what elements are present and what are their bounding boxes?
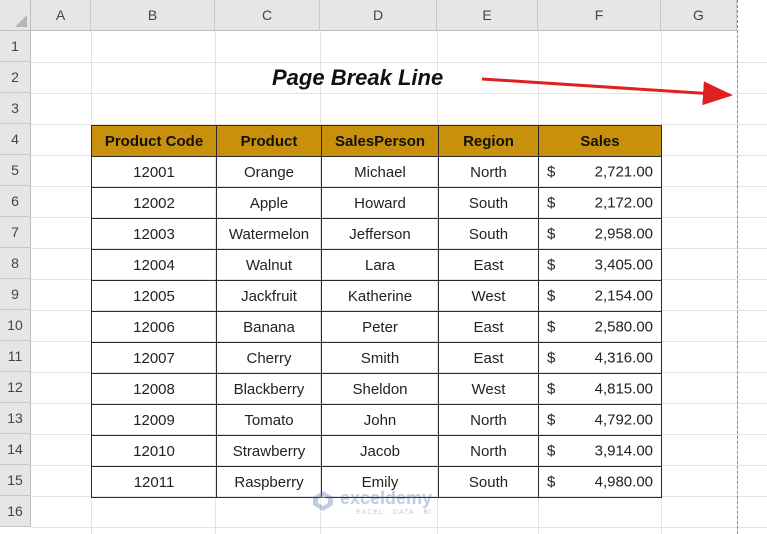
- cell-product-code[interactable]: 12009: [92, 405, 217, 436]
- currency-symbol: $: [547, 163, 556, 181]
- exceldemy-logo-icon: [312, 490, 334, 512]
- table-row: [92, 405, 662, 436]
- header-product-code[interactable]: Product Code: [92, 126, 217, 157]
- sales-amount: 4,980.00: [594, 473, 653, 491]
- currency-symbol: $: [547, 194, 556, 212]
- cell-sales[interactable]: [539, 405, 662, 436]
- currency-symbol: $: [547, 318, 556, 336]
- cell-region[interactable]: West: [439, 281, 539, 312]
- sales-amount: 4,792.00: [594, 411, 653, 429]
- row-header-13[interactable]: 13: [0, 403, 31, 434]
- cell-product[interactable]: Watermelon: [217, 219, 322, 250]
- cell-product-code[interactable]: 12011: [92, 467, 217, 498]
- cell-sales[interactable]: [539, 312, 662, 343]
- cell-region[interactable]: East: [439, 312, 539, 343]
- row-header-14[interactable]: 14: [0, 434, 31, 465]
- sales-amount: 2,580.00: [594, 318, 653, 336]
- currency-symbol: $: [547, 225, 556, 243]
- watermark-name: exceldemy: [340, 488, 433, 508]
- cell-product-code[interactable]: 12005: [92, 281, 217, 312]
- cell-region[interactable]: South: [439, 188, 539, 219]
- cell-product-code[interactable]: 12010: [92, 436, 217, 467]
- header-sales[interactable]: Sales: [539, 126, 662, 157]
- cell-region[interactable]: North: [439, 157, 539, 188]
- cell-sales[interactable]: [539, 250, 662, 281]
- cell-salesperson[interactable]: Katherine: [322, 281, 439, 312]
- row-header-8[interactable]: 8: [0, 248, 31, 279]
- cell-salesperson[interactable]: Jacob: [322, 436, 439, 467]
- cell-salesperson[interactable]: Smith: [322, 343, 439, 374]
- table-row: [92, 188, 662, 219]
- sales-amount: 2,172.00: [594, 194, 653, 212]
- cell-product[interactable]: Cherry: [217, 343, 322, 374]
- cell-product[interactable]: Strawberry: [217, 436, 322, 467]
- sales-amount: 2,154.00: [594, 287, 653, 305]
- cell-product[interactable]: Banana: [217, 312, 322, 343]
- cell-product[interactable]: Tomato: [217, 405, 322, 436]
- cell-product-code[interactable]: 12001: [92, 157, 217, 188]
- page-break-annotation: Page Break Line: [272, 64, 444, 90]
- column-header-b[interactable]: B: [91, 0, 215, 31]
- table-row: [92, 281, 662, 312]
- cell-salesperson[interactable]: Emily: [322, 467, 439, 498]
- table-row: [92, 157, 662, 188]
- row-header-6[interactable]: 6: [0, 186, 31, 217]
- cell-sales[interactable]: [539, 343, 662, 374]
- sales-amount: 2,958.00: [594, 225, 653, 243]
- sales-amount: 2,721.00: [594, 163, 653, 181]
- row-header-4[interactable]: 4: [0, 124, 31, 155]
- cell-product[interactable]: Raspberry: [217, 467, 322, 498]
- cell-product[interactable]: Orange: [217, 157, 322, 188]
- row-header-5[interactable]: 5: [0, 155, 31, 186]
- cell-sales[interactable]: [539, 281, 662, 312]
- header-product[interactable]: Product: [217, 126, 322, 157]
- cell-salesperson[interactable]: Howard: [322, 188, 439, 219]
- cell-region[interactable]: South: [439, 219, 539, 250]
- cell-region[interactable]: South: [439, 467, 539, 498]
- column-header-c[interactable]: C: [215, 0, 320, 31]
- row-header-11[interactable]: 11: [0, 341, 31, 372]
- table-row: [92, 250, 662, 281]
- cell-sales[interactable]: [539, 188, 662, 219]
- currency-symbol: $: [547, 349, 556, 367]
- select-all-triangle-icon: [15, 15, 27, 27]
- cell-region[interactable]: West: [439, 374, 539, 405]
- currency-symbol: $: [547, 380, 556, 398]
- cell-product[interactable]: Blackberry: [217, 374, 322, 405]
- cell-product[interactable]: Walnut: [217, 250, 322, 281]
- cell-salesperson[interactable]: John: [322, 405, 439, 436]
- watermark-tagline: EXCEL · DATA · BI: [356, 509, 432, 516]
- row-header-2[interactable]: 2: [0, 62, 31, 93]
- page-break-line: [737, 0, 738, 534]
- cell-salesperson[interactable]: Peter: [322, 312, 439, 343]
- currency-symbol: $: [547, 473, 556, 491]
- column-header-d[interactable]: D: [320, 0, 437, 31]
- cell-product[interactable]: Jackfruit: [217, 281, 322, 312]
- cell-product[interactable]: Apple: [217, 188, 322, 219]
- table-row: [92, 343, 662, 374]
- header-region[interactable]: Region: [439, 126, 539, 157]
- row-header-15[interactable]: 15: [0, 465, 31, 496]
- sales-amount: 4,316.00: [594, 349, 653, 367]
- column-header-a[interactable]: A: [31, 0, 91, 31]
- column-header-g[interactable]: G: [661, 0, 737, 31]
- cell-salesperson[interactable]: Sheldon: [322, 374, 439, 405]
- sales-amount: 3,914.00: [594, 442, 653, 460]
- cell-sales[interactable]: [539, 157, 662, 188]
- sales-table: [91, 125, 662, 498]
- cell-region[interactable]: North: [439, 405, 539, 436]
- table-row: [92, 374, 662, 405]
- row-header-10[interactable]: 10: [0, 310, 31, 341]
- select-all-corner[interactable]: [0, 0, 31, 31]
- column-header-f[interactable]: F: [538, 0, 661, 31]
- currency-symbol: $: [547, 256, 556, 274]
- cell-region[interactable]: East: [439, 343, 539, 374]
- row-header-9[interactable]: 9: [0, 279, 31, 310]
- cell-salesperson[interactable]: Lara: [322, 250, 439, 281]
- sales-amount: 4,815.00: [594, 380, 653, 398]
- cell-sales[interactable]: [539, 374, 662, 405]
- cell-sales[interactable]: [539, 436, 662, 467]
- cell-product-code[interactable]: 12008: [92, 374, 217, 405]
- currency-symbol: $: [547, 411, 556, 429]
- cell-sales[interactable]: [539, 467, 662, 498]
- row-header-1[interactable]: 1: [0, 31, 31, 62]
- currency-symbol: $: [547, 442, 556, 460]
- cell-salesperson[interactable]: Michael: [322, 157, 439, 188]
- currency-symbol: $: [547, 287, 556, 305]
- column-header-e[interactable]: E: [437, 0, 538, 31]
- header-salesperson[interactable]: SalesPerson: [322, 126, 439, 157]
- row-header-16[interactable]: 16: [0, 496, 31, 527]
- row-header-7[interactable]: 7: [0, 217, 31, 248]
- cell-product-code[interactable]: 12003: [92, 219, 217, 250]
- cell-salesperson[interactable]: Jefferson: [322, 219, 439, 250]
- cell-product-code[interactable]: 12002: [92, 188, 217, 219]
- exceldemy-watermark: [312, 486, 462, 520]
- sales-amount: 3,405.00: [594, 256, 653, 274]
- gridline-horizontal: [31, 527, 767, 528]
- table-header-row: [92, 126, 662, 157]
- cell-product-code[interactable]: 12004: [92, 250, 217, 281]
- cell-sales[interactable]: [539, 219, 662, 250]
- gridline-horizontal: [31, 93, 767, 94]
- cell-product-code[interactable]: 12007: [92, 343, 217, 374]
- table-row: [92, 312, 662, 343]
- row-header-3[interactable]: 3: [0, 93, 31, 124]
- cell-region[interactable]: East: [439, 250, 539, 281]
- cell-region[interactable]: North: [439, 436, 539, 467]
- cell-product-code[interactable]: 12006: [92, 312, 217, 343]
- row-header-12[interactable]: 12: [0, 372, 31, 403]
- table-row: [92, 219, 662, 250]
- table-row: [92, 436, 662, 467]
